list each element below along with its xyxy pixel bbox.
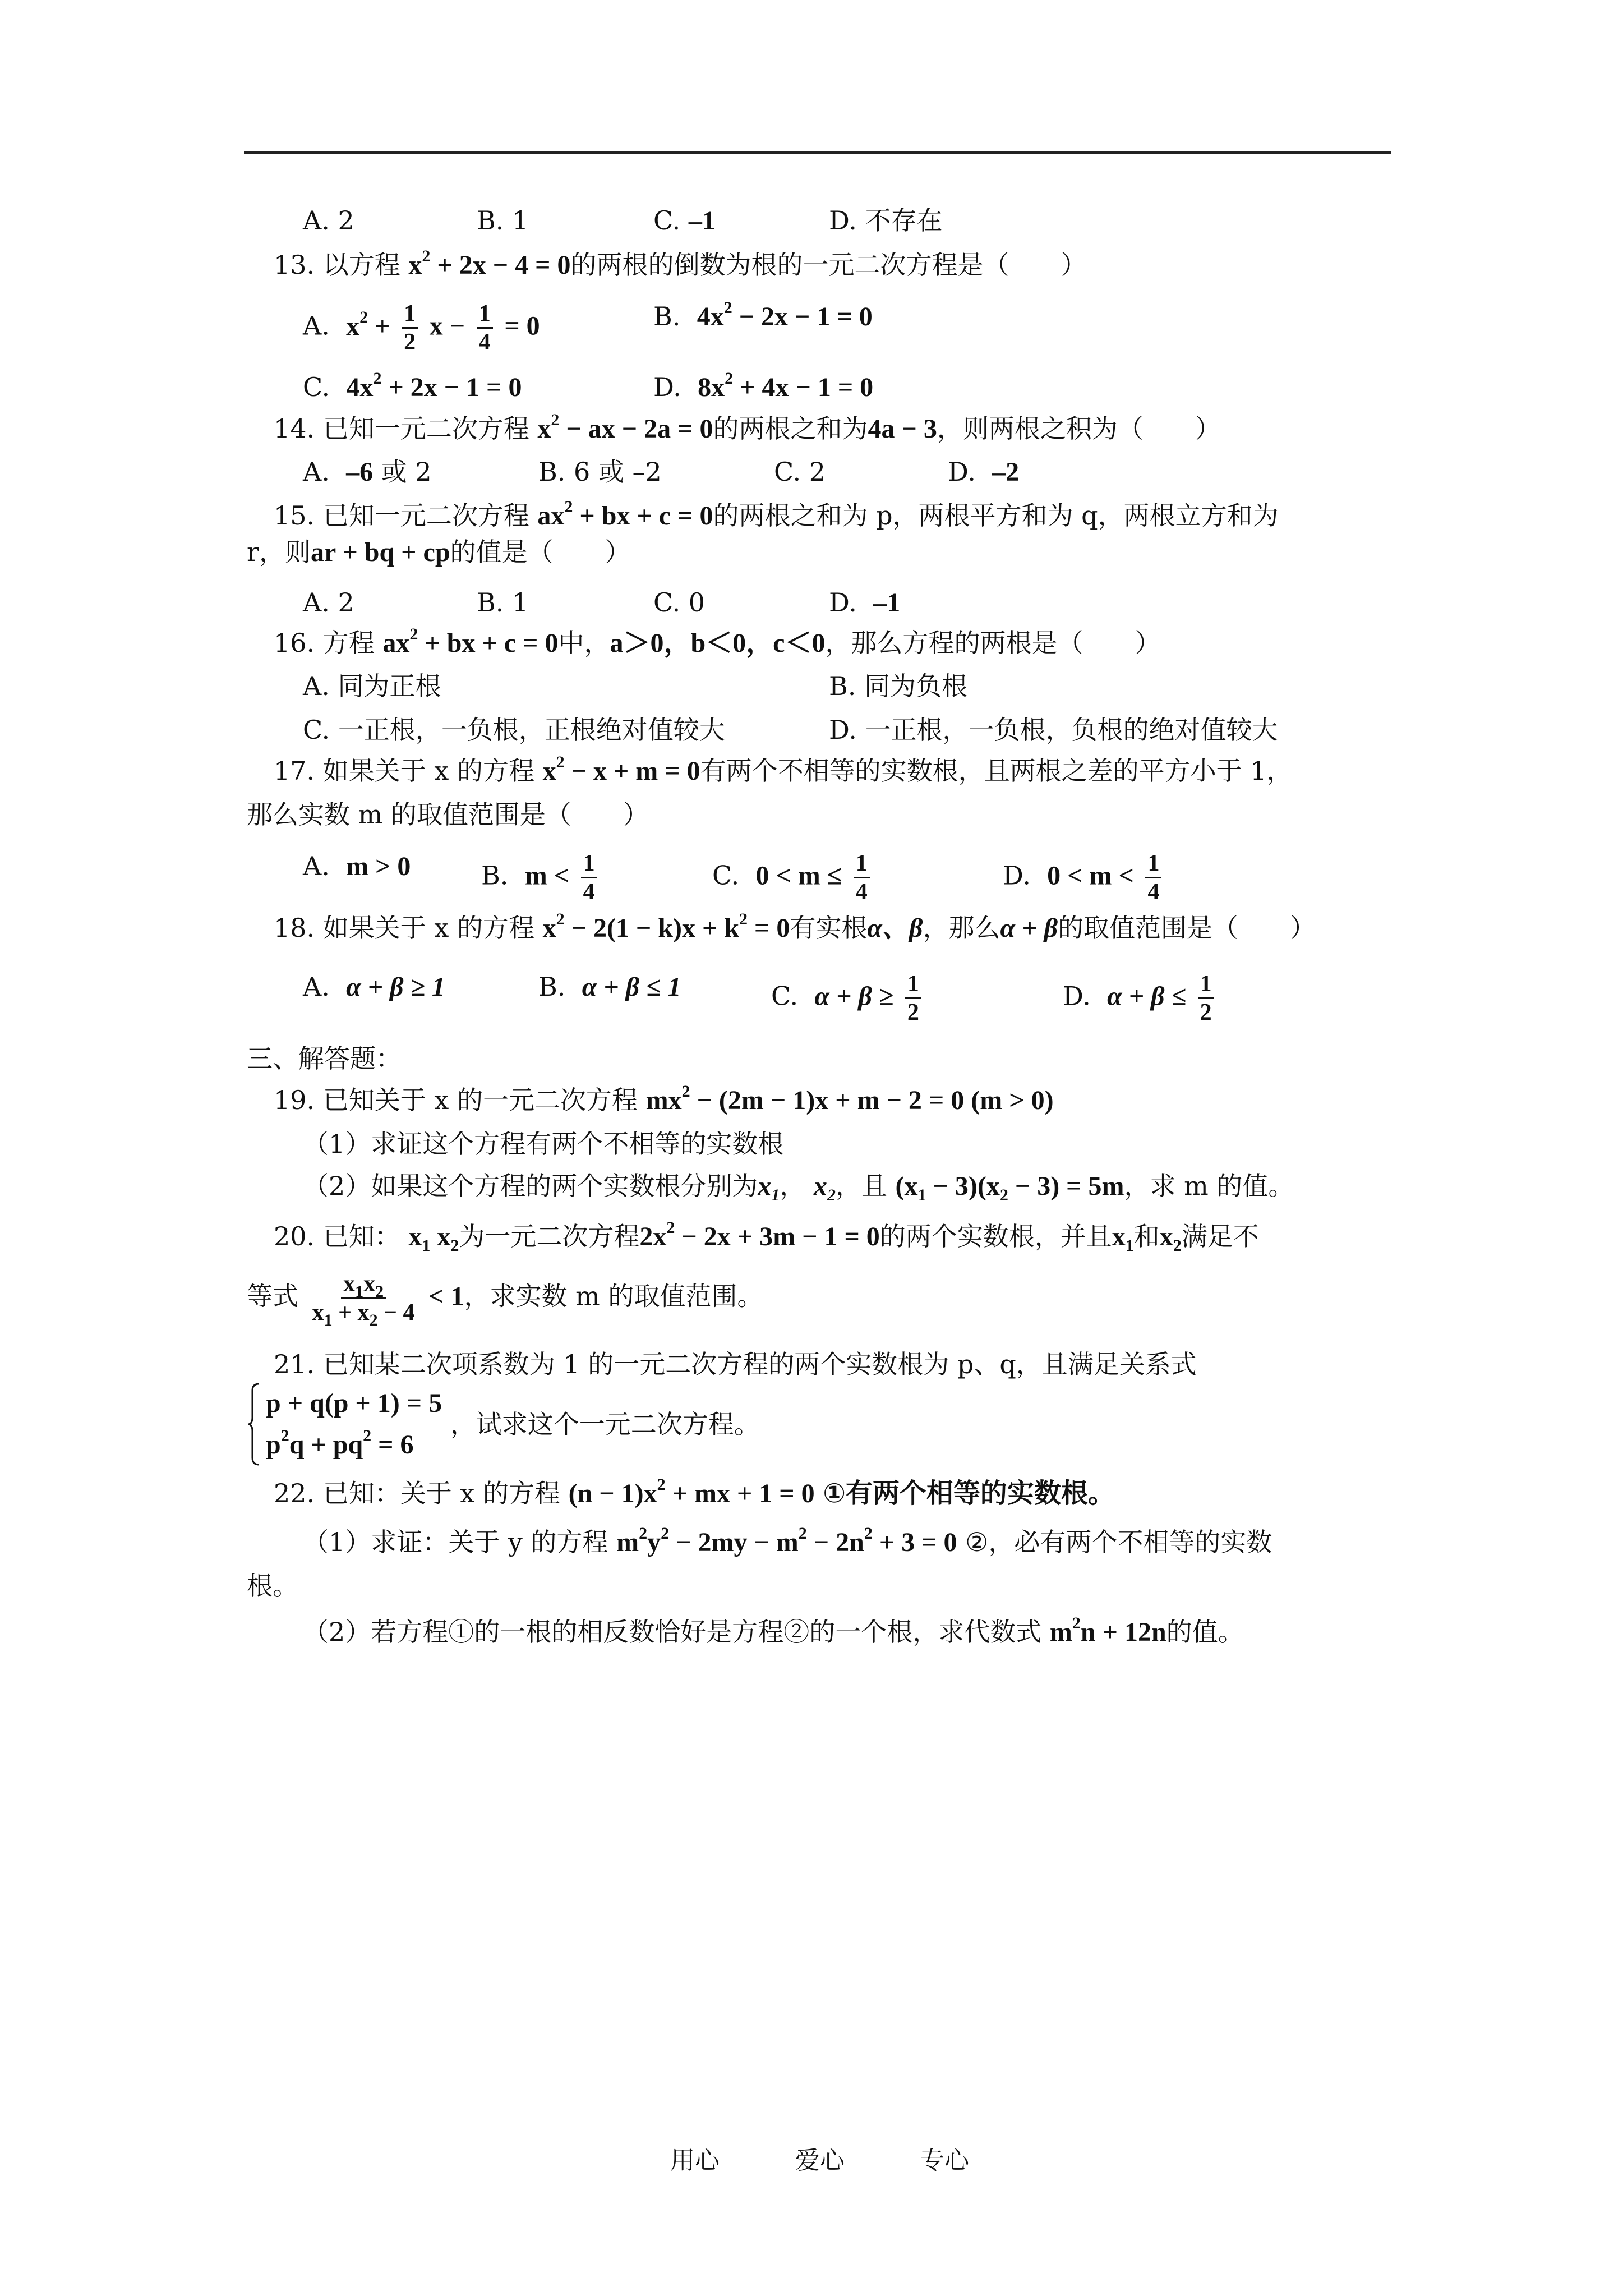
q12-option-d: D. 不存在 <box>829 205 943 236</box>
q18-option-c: C. α + β ≥ $\frac{1}{2}$ <box>771 970 925 1026</box>
section-heading: 三、解答题： <box>247 1043 402 1074</box>
q22-part1-line2: 根。 <box>247 1571 298 1601</box>
q15-stem-line2: r，则ar + bq + cp的值是（ ） <box>247 537 631 567</box>
q22-stem: 22. 已知：关于 x 的方程 $(n - 1)x^2$ + mx + 1 = 0 ①有两个相等的实数根。 <box>274 1475 1115 1509</box>
q16-option-c: C. 一正根，一负根，正根绝对值较大 <box>303 715 725 745</box>
footer-text-1: 用心 <box>670 2146 720 2175</box>
q17-option-b: B. m < $\frac{1}{4}$ <box>481 850 601 905</box>
q15-option-c: C. 0 <box>653 587 706 618</box>
footer-text-3: 专心 <box>920 2146 969 2175</box>
q14-option-c: C. 2 <box>774 457 826 487</box>
q18-option-b: B. α + β ≤ 1 <box>538 972 681 1002</box>
q16-option-b: B. 同为负根 <box>829 671 968 701</box>
q22-part1-line1: （1）求证：关于 y 的方程 $m^2y^2 - 2my - m^2 - 2n^2 + 3 = 0$ ②，必有两个不相等的实数 <box>303 1524 1272 1557</box>
q13-option-a: A. $x^2$ + $\frac{1}{2}$ x − $\frac{1}{4}$ = 0 <box>303 301 540 355</box>
q13-option-c: C. $4x^2 + 2x - 1 = 0$ <box>303 369 522 402</box>
q17-option-c: C. 0 < m ≤ $\frac{1}{4}$ <box>712 850 873 905</box>
q14-stem: 14. 已知一元二次方程 $x^2$ − ax − 2a = 0的两根之和为4a − 3，则两根之积为（ ） <box>274 411 1221 444</box>
q19-part1: （1）求证这个方程有两个不相等的实数根 <box>303 1129 784 1159</box>
q14-option-a: A. –6 或 2 <box>303 457 432 487</box>
footer-text-2: 爱心 <box>795 2146 845 2175</box>
q18-option-a: A. α + β ≥ 1 <box>303 972 445 1002</box>
q16-stem: 16. 方程 $ax^2$ + bx + c = 0中，a＞0，b＜0，c＜0，那么方程的两根是（ ） <box>274 625 1161 658</box>
q15-option-b: B. 1 <box>477 587 529 618</box>
q22-part2: （2）若方程①的一根的相反数恰好是方程②的一个根，求代数式 $m^2n + 12n$的值。 <box>303 1614 1244 1647</box>
q20-stem-line2: 等式 $\frac{x_1x_2}{x_1 + x_2 - 4}$ < 1，求实数 m 的取值范围。 <box>247 1271 763 1329</box>
q15-option-d: D. –1 <box>829 587 901 618</box>
q20-stem-line1: 20. 已知： $x_1$ $x_2$为一元二次方程$2x^2 - 2x + 3m - 1 = 0$的两个实数根，并且$x_1$和$x_2$满足不 <box>274 1218 1259 1255</box>
q19-stem: 19. 已知关于 x 的一元二次方程 $mx^2 - (2m - 1)x + m - 2 = 0$ (m > 0) <box>274 1082 1054 1115</box>
q16-option-a: A. 同为正根 <box>303 671 441 701</box>
q19-part2: （2）如果这个方程的两个实数根分别为$x_1$， $x_2$，且 $(x_1 - 3)(x_2 - 3) = 5m$，求 m 的值。 <box>303 1171 1294 1204</box>
q17-option-d: D. 0 < m < $\frac{1}{4}$ <box>1003 850 1165 905</box>
header-rule <box>244 151 1391 154</box>
q21-stem: 21. 已知某二次项系数为 1 的一元二次方程的两个实数根为 p、q，且满足关系式 <box>274 1349 1197 1379</box>
brace-icon <box>247 1383 261 1466</box>
q13-option-d: D. $8x^2 + 4x - 1 = 0$ <box>653 369 874 402</box>
q13-option-b: B. $4x^2 - 2x - 1 = 0$ <box>653 298 873 332</box>
q18-stem: 18. 如果关于 x 的方程 $x^2 - 2(1 - k)x + k^2 = 0$有实根α、β，那么α + β的取值范围是（ ） <box>274 910 1316 943</box>
q15-option-a: A. 2 <box>303 587 354 618</box>
q18-option-d: D. α + β ≤ $\frac{1}{2}$ <box>1063 970 1218 1026</box>
q14-option-d: D. –2 <box>948 457 1020 487</box>
q12-option-c: C. –1 <box>653 205 716 236</box>
q17-option-a: A. m > 0 <box>303 851 411 881</box>
q17-stem-line1: 17. 如果关于 x 的方程 $x^2 - x + m = 0$有两个不相等的实数根，且两根之差的平方小于 1， <box>274 753 1293 786</box>
q15-stem-line1: 15. 已知一元二次方程 $ax^2$ + bx + c = 0的两根之和为 p，两根平方和为 q，两根立方和为 <box>274 498 1279 531</box>
q16-option-d: D. 一正根，一负根，负根的绝对值较大 <box>829 715 1278 745</box>
q13-stem: 13. 以方程 $x^2 + 2x - 4 = 0$的两根的倒数为根的一元二次方程是（ ） <box>274 247 1087 280</box>
q17-stem-line2: 那么实数 m 的取值范围是（ ） <box>247 799 649 830</box>
q12-option-b: B. 1 <box>477 205 529 236</box>
q21-system: p + q(p + 1) = 5 $p^2q + pq^2 = 6$ ，试求这个一元二次方程。 <box>247 1383 760 1466</box>
q12-option-a: A. 2 <box>303 205 354 236</box>
q14-option-b: B. 6 或 –2 <box>538 457 662 487</box>
